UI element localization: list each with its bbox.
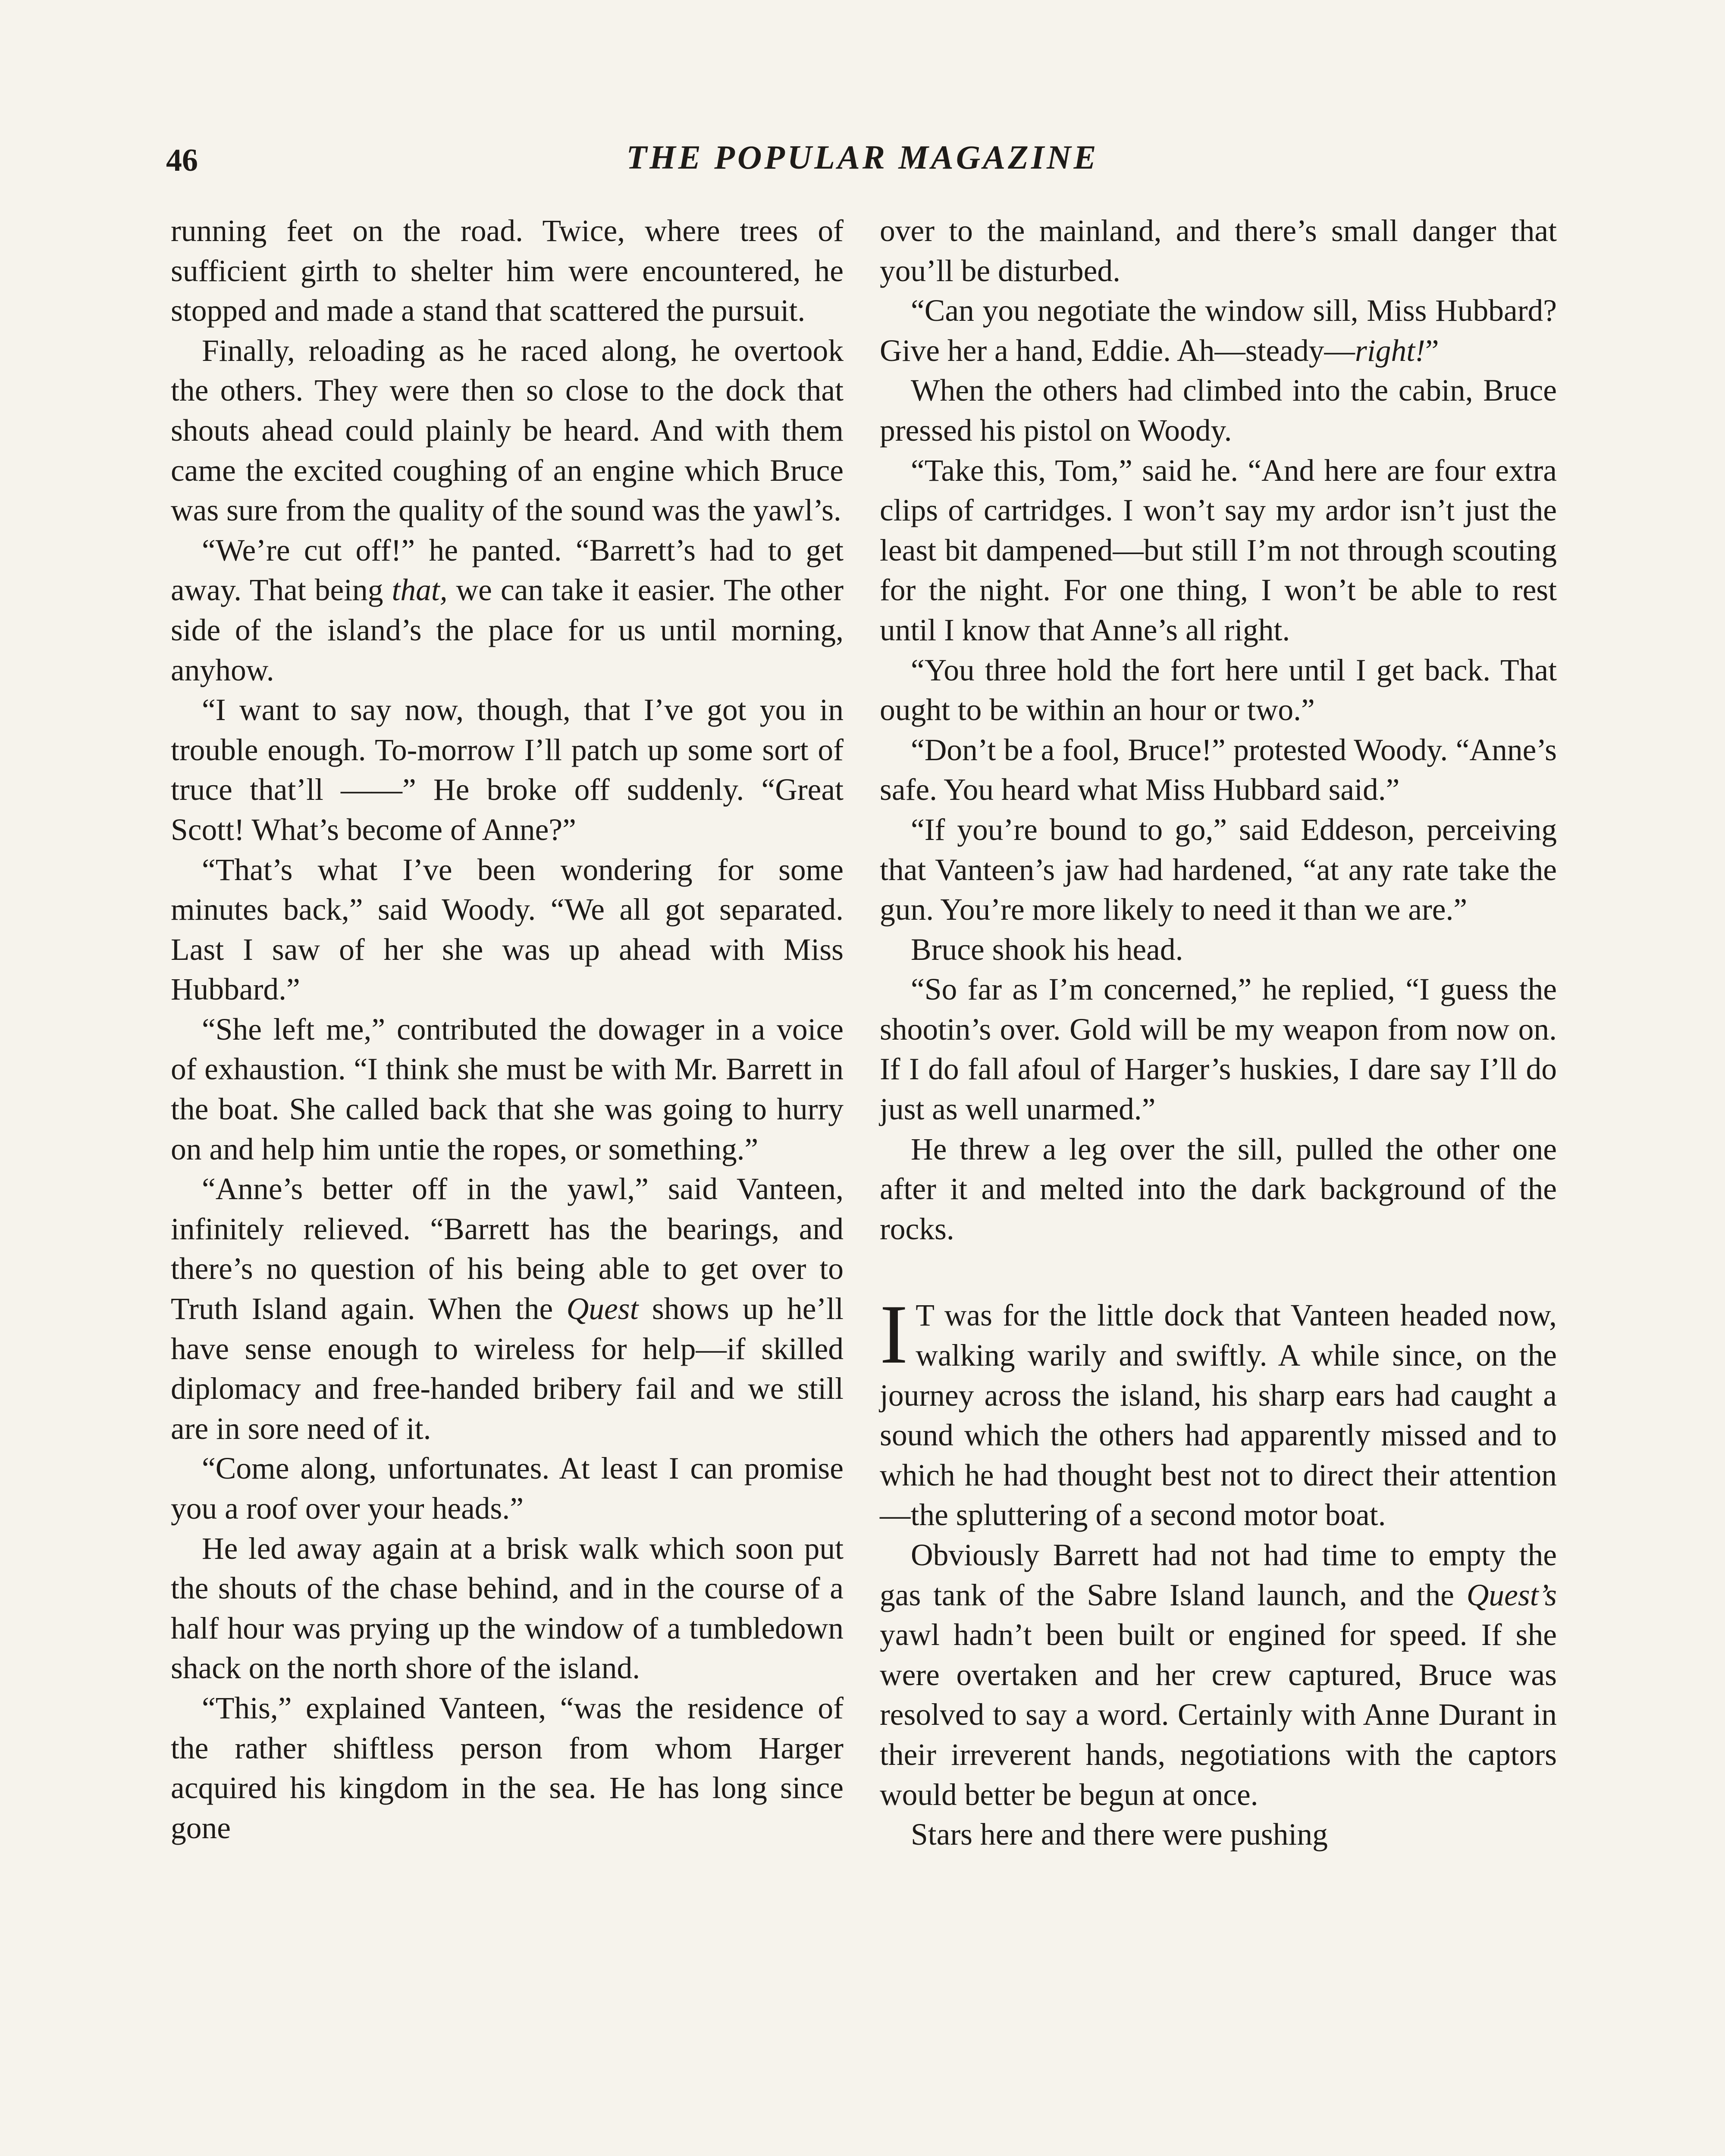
paragraph: “If you’re bound to go,” said Eddeson, perceiving that Vanteen’s jaw had hardened, “at any rate take the gun. You’re more likely to need it than we are.”	[880, 812, 1557, 927]
paragraph: He threw a leg over the sill, pulled the other one after it and melted into the dark background of the rocks.	[880, 1132, 1557, 1246]
paragraph: “That’s what I’ve been wondering for some minutes back,” said Woody. “We all got separated. Last I saw of her she was up ahead with Miss Hubbard.”	[171, 852, 844, 1007]
paragraph: over to the mainland, and there’s small danger that you’ll be disturbed.	[880, 214, 1557, 288]
paragraph: Bruce shook his head.	[911, 932, 1183, 967]
paragraph: Stars here and there were pushing	[911, 1818, 1328, 1852]
paragraph: Finally, reloading as he raced along, he overtook the others. They were then so close to the dock that shouts ahead could plainly be heard. And with them came the excited coughing of an engine which Bruce was sure from the quality of the sound was the yawl’s.	[171, 333, 844, 528]
paragraph: When the others had climbed into the cabin, Bruce pressed his pistol on Woody.	[880, 373, 1557, 448]
paragraph: “We’re cut off!” he panted. “Barrett’s had to get away. That being that, we can take it easier. The other side of the island’s the place for us until morning, anyhow.	[171, 533, 844, 687]
page-number: 46	[166, 143, 198, 178]
paragraph: “I want to say now, though, that I’ve got you in trouble enough. To-morrow I’ll patch up some sort of truce that’ll ——” He broke off suddenly. “Great Scott! What’s become of Anne?”	[171, 693, 844, 847]
paragraph: “You three hold the fort here until I get back. That ought to be within an hour or two.”	[880, 653, 1557, 727]
paragraph: “Come along, unfortunates. At least I can promise you a roof over your heads.”	[171, 1451, 844, 1526]
running-head: THE POPULAR MAGAZINE	[626, 138, 1099, 176]
paragraph: “This,” explained Vanteen, “was the residence of the rather shiftless person from whom Harger acquired his kingdom in the sea. He has long since gone	[171, 1691, 844, 1845]
emphasis: right!	[1355, 333, 1425, 368]
paragraph: “She left me,” contributed the dowager in a voice of exhaustion. “I think she must be with Mr. Barrett in the boat. She called back that she was going to hurry on and help him untie the ropes, or something.”	[171, 1012, 844, 1166]
ship-name: Quest	[566, 1292, 639, 1326]
paragraph: running feet on the road. Twice, where trees of sufficient girth to shelter him were encountered, he stopped and made a stand that scattered the pursuit.	[171, 214, 844, 328]
paragraph: Obviously Barrett had not had time to empty the gas tank of the Sabre Island launch, and the Quest’s yawl hadn’t been built or engined for speed. If she were overtaken and her crew captured, Bruce was resolved to say a word. Certainly with Anne Durant in their irreverent hands, negotiations with the captors would better be begun at once.	[880, 1538, 1557, 1812]
left-column	[171, 211, 844, 1848]
emphasis: that,	[392, 573, 448, 608]
paragraph: He led away again at a brisk walk which soon put the shouts of the chase behind, and in the course of a half hour was prying up the window of a tumbledown shack on the north shore of the island.	[171, 1531, 844, 1686]
paragraph: “Anne’s better off in the yawl,” said Vanteen, infinitely relieved. “Barrett has the bearings, and there’s no question of his being able to get over to Truth Island again. When the Quest shows up he’ll have sense enough to wireless for help—if skilled diplomacy and free-handed bribery fail and we still are in sore need of it.	[171, 1172, 844, 1446]
right-column	[880, 211, 1557, 1855]
paragraph: “Don’t be a fool, Bruce!” protested Woody. “Anne’s safe. You heard what Miss Hubbard said.”	[880, 733, 1557, 807]
paragraph: “Take this, Tom,” said he. “And here are four extra clips of cartridges. I won’t say my ardor isn’t just the least bit dampened—but still I’m not through scouting for the night. For one thing, I won’t be able to rest until I know that Anne’s all right.	[880, 453, 1557, 647]
paragraph: “Can you negotiate the window sill, Miss Hubbard? Give her a hand, Eddie. Ah—steady—right!”	[880, 294, 1557, 368]
paragraph: “So far as I’m concerned,” he replied, “I guess the shootin’s over. Gold will be my weapon from now on. If I do fall afoul of Harger’s huskies, I dare say I’ll do just as well unarmed.”	[880, 972, 1557, 1127]
drop-cap: I	[880, 1288, 908, 1382]
section-start-paragraph: I T was for the little dock that Vanteen headed now, walking warily and swiftly. A while since, on the journey across the island, his sharp ears had caught a sound which the others had apparently missed and to which he had thought best not to direct their attention—the spluttering of a second motor boat.	[880, 1288, 1557, 1532]
ship-name: Quest’s	[1466, 1578, 1557, 1612]
